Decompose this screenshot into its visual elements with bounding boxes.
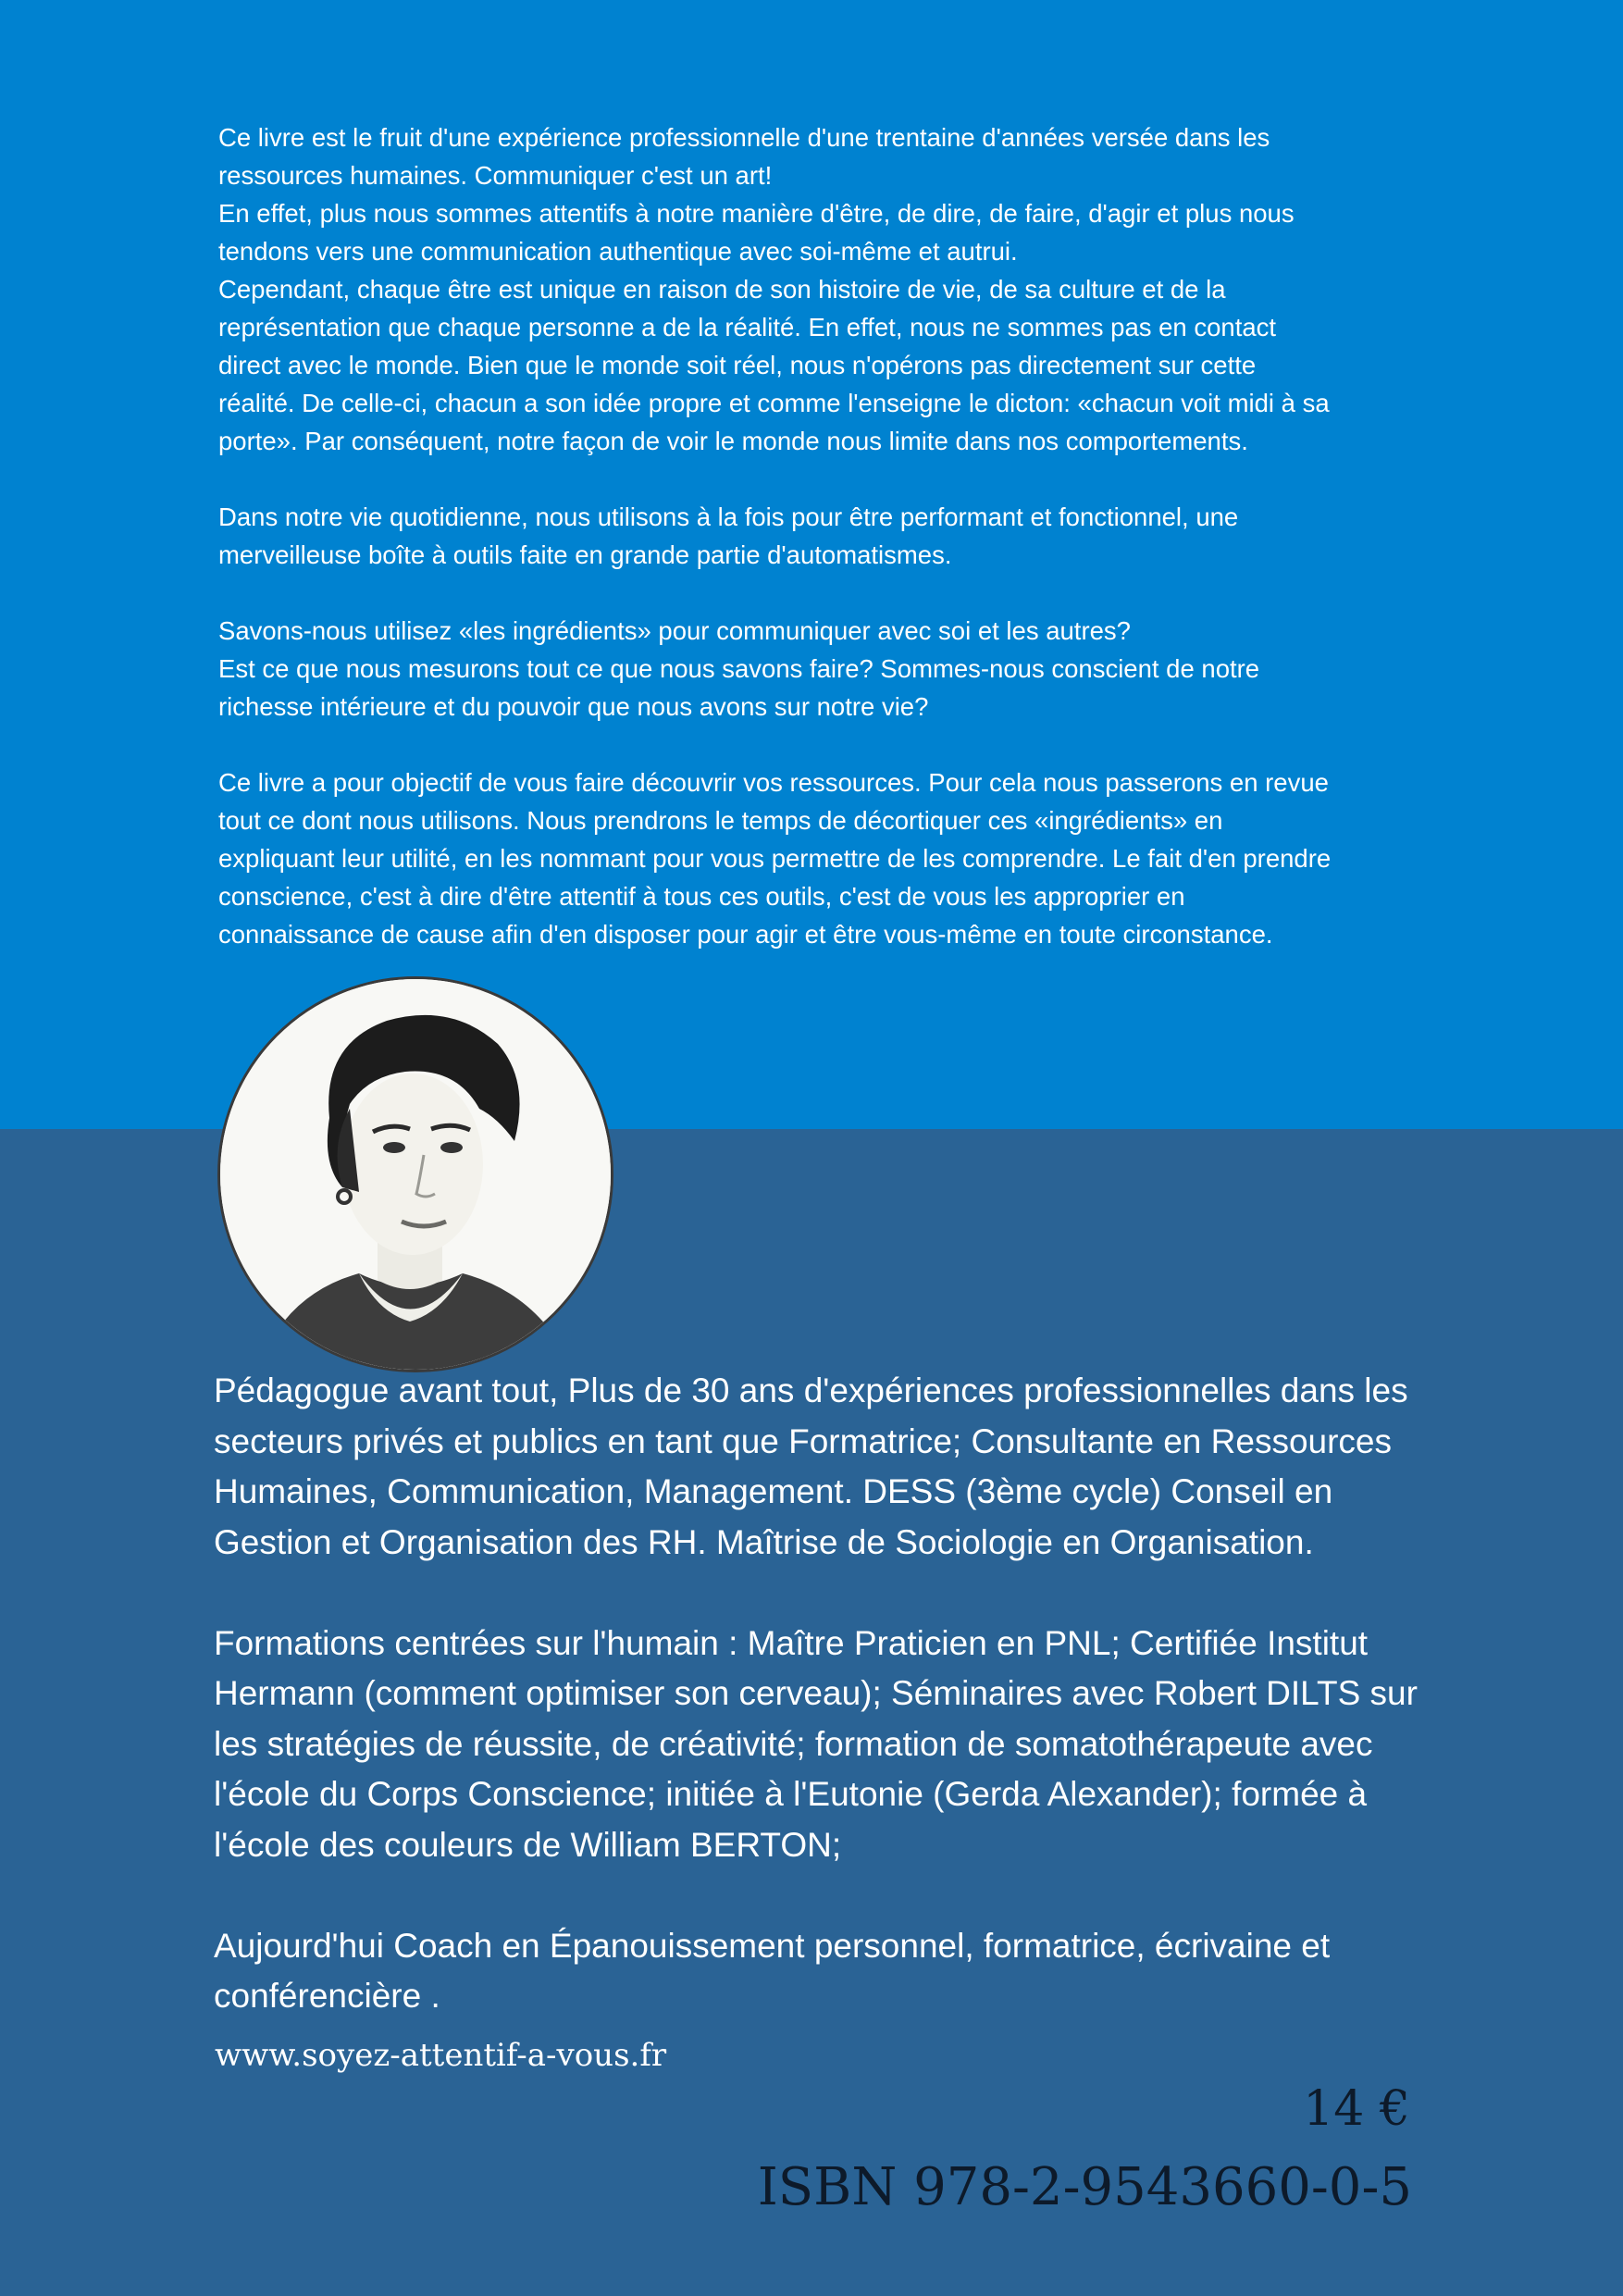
bio-line: Gestion et Organisation des RH. Maîtrise de Sociologie en Organisation. (214, 1522, 1314, 1561)
blurb-line: richesse intérieure et du pouvoir que nous avons sur notre vie? (218, 692, 929, 721)
blurb-line: expliquant leur utilité, en les nommant pour vous permettre de les comprendre. Le fait d'en prendre (218, 844, 1332, 873)
blurb-line: Savons-nous utilisez «les ingrédients» pour communiquer avec soi et les autres? (218, 616, 1131, 645)
blurb-line: direct avec le monde. Bien que le monde soit réel, nous n'opérons pas directement sur cette (218, 351, 1257, 379)
isbn-number: ISBN 978-2-9543660-0-5 (757, 2157, 1412, 2217)
bio-line: conférencière . (214, 1977, 440, 2015)
author-portrait-icon (220, 979, 611, 1370)
blurb-line: Dans notre vie quotidienne, nous utilisons à la fois pour être performant et fonctionnel, une (218, 503, 1239, 531)
bio-line: l'école des couleurs de William BERTON; (214, 1825, 842, 1864)
bio-line: Aujourd'hui Coach en Épanouissement personnel, formatrice, écrivaine et (214, 1926, 1331, 1965)
blurb-line: représentation que chaque personne a de la réalité. En effet, nous ne sommes pas en contact (218, 313, 1277, 341)
blurb-line: tout ce dont nous utilisons. Nous prendrons le temps de décortiquer ces «ingrédients» en (218, 806, 1223, 835)
author-portrait (217, 976, 613, 1372)
bio-line: secteurs privés et publics en tant que Formatrice; Consultante en Ressources (214, 1421, 1393, 1460)
blurb-line: merveilleuse boîte à outils faite en grande partie d'automatismes. (218, 540, 952, 569)
blurb-line: porte». Par conséquent, notre façon de voir le monde nous limite dans nos comportements. (218, 427, 1248, 455)
paragraph-gap (214, 1870, 1509, 1921)
blurb-line: En effet, plus nous sommes attentifs à notre manière d'être, de dire, de faire, d'agir et plus nous (218, 199, 1295, 228)
bio-line: Pédagogue avant tout, Plus de 30 ans d'expériences professionnelles dans les (214, 1371, 1408, 1409)
bio-line: Hermann (comment optimiser son cerveau); Séminaires avec Robert DILTS sur (214, 1674, 1418, 1712)
blurb-line: Cependant, chaque être est unique en raison de son histoire de vie, de sa culture et de la (218, 275, 1226, 304)
price-label: 14 € (1303, 2081, 1410, 2137)
blurb-line: Ce livre est le fruit d'une expérience professionnelle d'une trentaine d'années versée dans les (218, 123, 1270, 152)
paragraph-gap (218, 574, 1440, 612)
paragraph-gap (214, 1568, 1509, 1619)
website-url: www.soyez-attentif-a-vous.fr (215, 2037, 667, 2074)
bio-line: Formations centrées sur l'humain : Maître Praticien en PNL; Certifiée Institut (214, 1623, 1369, 1662)
blurb-line: tendons vers une communication authentique avec soi-même et autrui. (218, 237, 1018, 266)
author-bio (214, 1366, 1509, 2022)
blurb-line: Est ce que nous mesurons tout ce que nous savons faire? Sommes-nous conscient de notre (218, 654, 1260, 683)
book-blurb (218, 118, 1440, 953)
blurb-line: Ce livre a pour objectif de vous faire découvrir vos ressources. Pour cela nous passerons en revue (218, 768, 1329, 797)
bio-line: Humaines, Communication, Management. DESS (3ème cycle) Conseil en (214, 1472, 1333, 1510)
paragraph-gap (218, 460, 1440, 498)
paragraph-gap (218, 726, 1440, 763)
bio-line: l'école du Corps Conscience; initiée à l'Eutonie (Gerda Alexander); formée à (214, 1775, 1368, 1813)
blurb-line: ressources humaines. Communiquer c'est un art! (218, 161, 773, 190)
blurb-line: réalité. De celle-ci, chacun a son idée propre et comme l'enseigne le dicton: «chacun voit midi à sa (218, 389, 1330, 417)
blurb-line: conscience, c'est à dire d'être attentif à tous ces outils, c'est de vous les approprier en (218, 882, 1185, 911)
blurb-line: connaissance de cause afin d'en disposer pour agir et être vous-même en toute circonstance. (218, 920, 1273, 949)
bio-line: les stratégies de réussite, de créativité; formation de somatothérapeute avec (214, 1724, 1373, 1763)
